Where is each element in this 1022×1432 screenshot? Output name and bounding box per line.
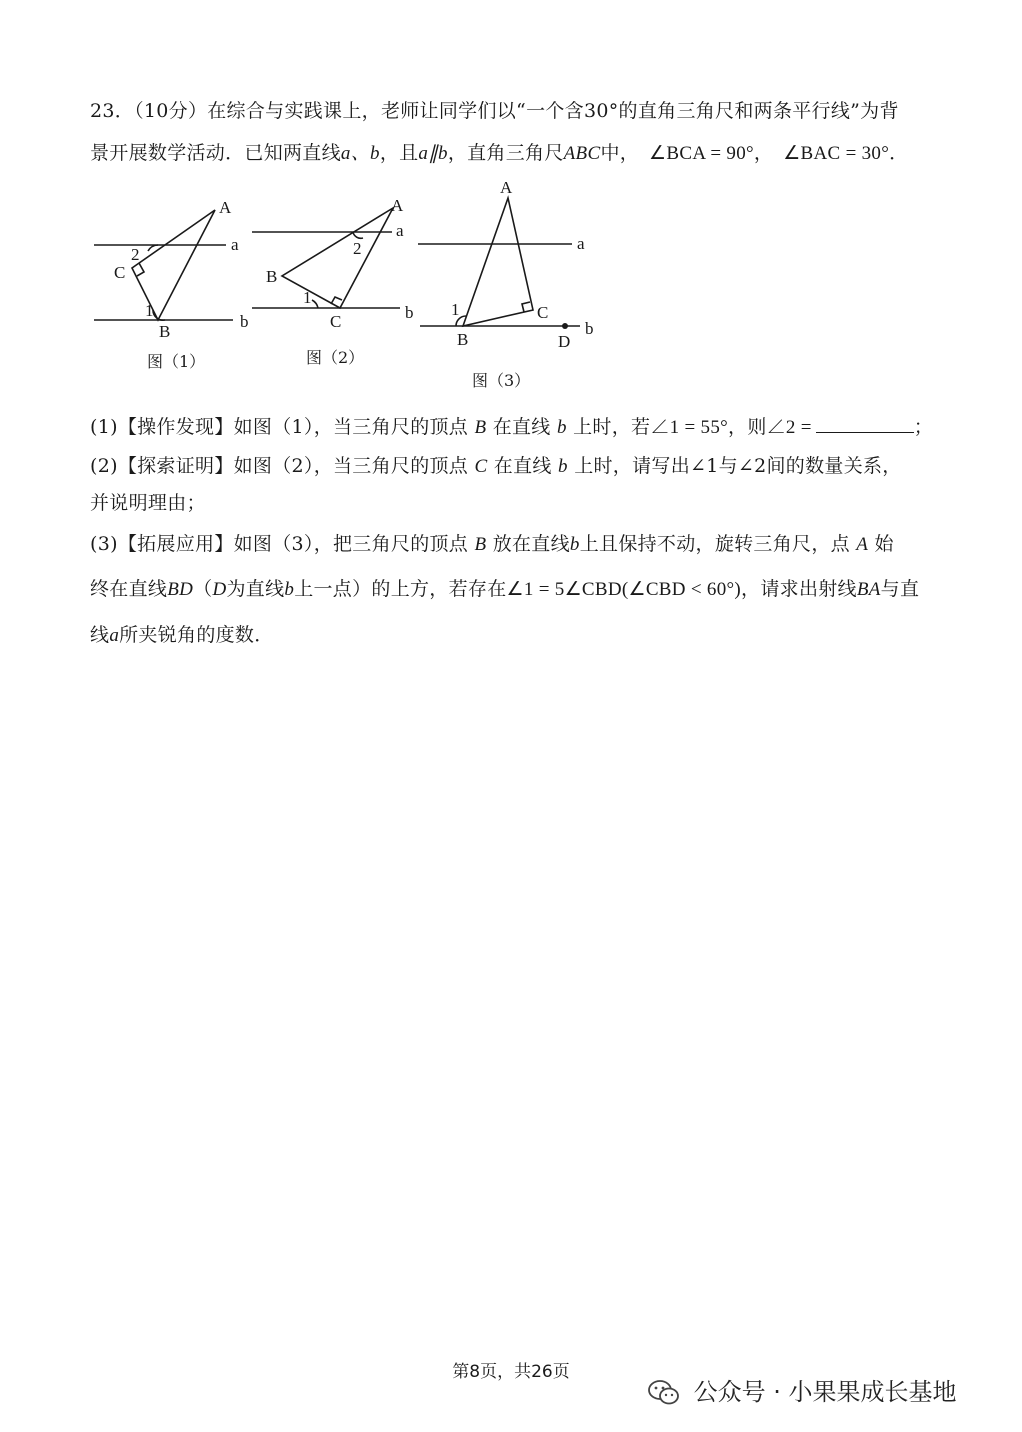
fig2-right-angle bbox=[331, 297, 342, 304]
fig1-label-a: a bbox=[231, 235, 239, 254]
part3-line-1 bbox=[90, 529, 894, 556]
part2-line-b: b bbox=[558, 456, 568, 477]
fig1-label-2: 2 bbox=[131, 245, 140, 264]
part1-condition: ∠1 = 55° bbox=[650, 417, 729, 438]
fig2-label-B: B bbox=[266, 267, 278, 286]
figure-2 bbox=[252, 196, 414, 367]
answer-blank[interactable] bbox=[816, 416, 914, 433]
part3-line-a: a bbox=[109, 625, 120, 646]
watermark bbox=[648, 1372, 957, 1407]
fig1-label-b: b bbox=[240, 312, 249, 331]
part2-line-1 bbox=[90, 451, 902, 478]
fig3-label-D: D bbox=[558, 332, 571, 351]
part3-text: 始 bbox=[874, 533, 894, 555]
part3-condition: ∠1 = 5∠CBD bbox=[506, 579, 622, 600]
part3-text: 线 bbox=[90, 624, 110, 646]
part3-line-b: b bbox=[284, 579, 295, 600]
part3-text: (3)【拓展应用】如图（3），把三角尺的顶点 bbox=[90, 533, 469, 555]
fig3-label-C: C bbox=[537, 303, 549, 322]
question-intro: （10分）在综合与实践课上，老师让同学们以“一个含30°的直角三角尺和两条平行线”为背 bbox=[134, 100, 899, 122]
fig1-label-B: B bbox=[159, 322, 171, 341]
figure-1 bbox=[94, 198, 249, 371]
part3-text: 终在直线 bbox=[90, 578, 168, 600]
fig3-label-a: a bbox=[577, 234, 585, 253]
part3-text: （ bbox=[193, 578, 213, 600]
question-number: 23． bbox=[90, 100, 135, 122]
part3-line-b: b bbox=[569, 534, 580, 555]
part3-point-D: D bbox=[212, 579, 227, 600]
fig2-caption: 图（2） bbox=[306, 348, 365, 367]
part1-line-b: b bbox=[556, 417, 567, 438]
intro-text: 景开展数学活动．已知两直线 bbox=[90, 142, 341, 164]
part3-text: 与直 bbox=[880, 578, 920, 600]
geometry-figures bbox=[0, 0, 1022, 420]
part2-line-2 bbox=[90, 488, 206, 515]
part2-point-C: C bbox=[474, 456, 488, 477]
part3-line-3 bbox=[90, 620, 274, 647]
intro-lines: a、b bbox=[340, 143, 380, 164]
fig2-triangle bbox=[282, 208, 393, 308]
intro-parallel: a∥b bbox=[418, 143, 448, 164]
part3-point-A: A bbox=[856, 534, 869, 555]
part3-ray-BA: BA bbox=[856, 579, 881, 600]
intro-triangle: ABC bbox=[563, 143, 601, 164]
fig2-label-C: C bbox=[330, 312, 342, 331]
page-number: 第8页，共26页 bbox=[452, 1362, 570, 1382]
part3-text: 上一点）的上方，若存在 bbox=[294, 578, 507, 600]
part1-text: 在直线 bbox=[492, 416, 551, 438]
part2-text: 在直线 bbox=[493, 455, 552, 477]
part3-text: 为直线 bbox=[226, 578, 285, 600]
fig3-point-D bbox=[562, 323, 568, 329]
fig3-label-A: A bbox=[500, 178, 513, 197]
fig3-label-B: B bbox=[457, 330, 469, 349]
part3-line-BD: BD bbox=[167, 579, 194, 600]
fig2-label-2: 2 bbox=[353, 239, 362, 258]
intro-text: ，直角三角尺 bbox=[447, 142, 564, 164]
part3-line-2 bbox=[90, 574, 919, 601]
part3-text: 上且保持不动，旋转三角尺，点 bbox=[579, 533, 850, 555]
fig1-right-angle bbox=[137, 263, 144, 276]
part3-text: ，请求出射线 bbox=[741, 578, 857, 600]
fig2-label-a: a bbox=[396, 221, 404, 240]
part1-text: (1)【操作发现】如图（1），当三角尺的顶点 bbox=[90, 416, 469, 438]
fig2-label-1: 1 bbox=[303, 288, 312, 307]
fig1-label-C: C bbox=[114, 263, 126, 282]
part2-text: 上时，请写出∠1与∠2间的数量关系， bbox=[574, 455, 902, 477]
part3-condition-range: (∠CBD < 60°) bbox=[621, 579, 742, 600]
fig3-caption: 图（3） bbox=[472, 371, 531, 390]
fig1-caption: 图（1） bbox=[147, 352, 206, 371]
fig1-label-1: 1 bbox=[145, 301, 154, 320]
fig3-label-1: 1 bbox=[451, 300, 460, 319]
intro-text: 中， bbox=[600, 142, 640, 164]
fig2-label-b: b bbox=[405, 303, 414, 322]
part3-point-B: B bbox=[474, 534, 487, 555]
fig2-angle-1-arc bbox=[312, 300, 318, 308]
part2-text: 并说明理由； bbox=[90, 492, 206, 514]
part2-text: (2)【探索证明】如图（2），当三角尺的顶点 bbox=[90, 455, 469, 477]
part1-line bbox=[90, 412, 933, 439]
intro-angle-bca: ∠BCA = 90°， bbox=[649, 143, 774, 164]
figure-3 bbox=[418, 178, 594, 390]
watermark-text: 公众号 · 小果果成长基地 bbox=[693, 1378, 957, 1406]
part3-text: 所夹锐角的度数． bbox=[119, 624, 274, 646]
fig2-label-A: A bbox=[391, 196, 404, 215]
part1-text: ； bbox=[913, 416, 934, 438]
intro-text: ，且 bbox=[379, 142, 419, 164]
part1-text: 上时，若 bbox=[573, 416, 651, 438]
fig1-label-A: A bbox=[219, 198, 232, 217]
part1-ask: ，则∠2 = bbox=[728, 417, 812, 438]
part1-point-B: B bbox=[474, 417, 487, 438]
wechat-icon bbox=[648, 1380, 680, 1406]
part3-text: 放在直线 bbox=[492, 533, 570, 555]
fig3-label-b: b bbox=[585, 319, 594, 338]
fig2-angle-2-arc bbox=[353, 232, 363, 238]
intro-angle-bac: ∠BAC = 30°． bbox=[783, 143, 909, 164]
